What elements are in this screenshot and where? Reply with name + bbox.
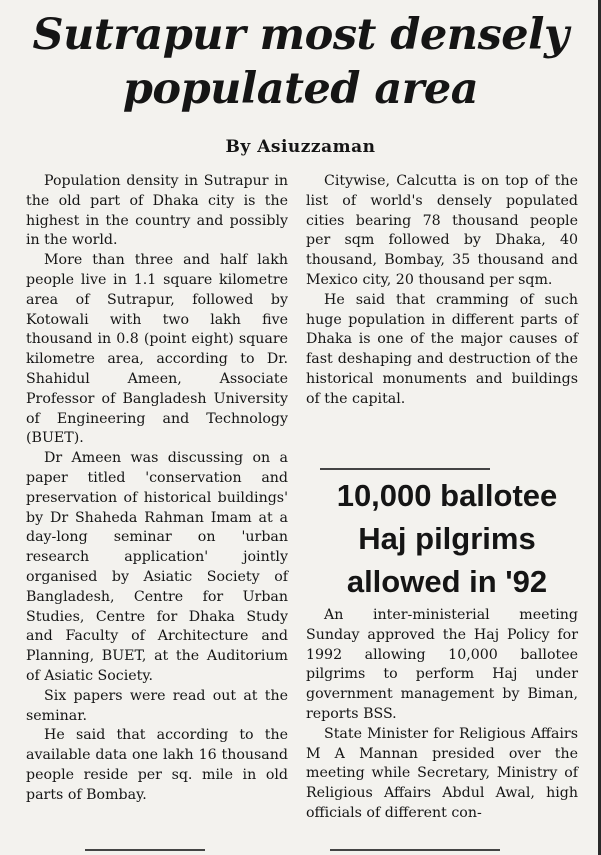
second-headline-line3: allowed in '92 <box>346 564 548 599</box>
article-divider <box>320 468 490 470</box>
main-headline-line2: populated area <box>122 64 479 114</box>
bottom-divider-right <box>330 849 500 851</box>
second-headline-line1: 10,000 ballotee <box>336 478 558 513</box>
paragraph: Population density in Sutrapur in the old part of Dhaka city is the highest in the country and possibly in the world. <box>26 173 288 249</box>
paragraph: He said that according to the available data one lakh 16 thousand people reside per sq. mile in old parts of Bombay. <box>26 727 288 803</box>
left-column <box>26 172 288 806</box>
paragraph: An inter-ministerial meeting Sunday approved the Haj Policy for 1992 allowing 10,000 ballotee pilgrims to perform Haj under government management by Biman, reports BSS. <box>306 607 578 722</box>
paragraph: Dr Ameen was discussing on a paper titled 'conservation and preservation of historical buildings' by Dr Shaheda Rahman Imam at a day-long seminar on 'urban research application' jointly organised by Asiatic Society of Bangladesh, Centre for Urban Studies, Centre for Dhaka Study and Faculty of Architecture and Planning, BUET, at the Auditorium of Asiatic Society. <box>26 450 288 684</box>
byline: By Asiuzzaman <box>225 137 376 157</box>
second-headline <box>306 474 588 603</box>
paragraph: More than three and half lakh people live in 1.1 square kilometre area of Sutrapur, followed by Kotowali with two lakh five thousand in 0.8 (point eight) square kilometre area, according to Dr. Shahidul Ameen, Associate Professor of Bangladesh University of Engineering and Technology (BUET). <box>26 252 288 447</box>
second-article-body <box>306 606 578 824</box>
paragraph: Citywise, Calcutta is on top of the list of world's densely populated cities bearing 78 thousand people per sqm followed by Dhaka, 40 thousand, Bombay, 35 thousand and Mexico city, 20 thousand per sqm. <box>306 173 578 288</box>
paragraph: Six papers were read out at the seminar. <box>26 687 288 724</box>
paragraph: He said that cramming of such huge population in different parts of Dhaka is one of the major causes of fast deshaping and destruction of the historical monuments and buildings of the capital. <box>306 291 578 407</box>
main-headline-line1: Sutrapur most densely <box>32 10 569 60</box>
main-headline <box>0 8 601 116</box>
bottom-divider-left <box>85 849 205 851</box>
right-column <box>306 172 578 410</box>
second-headline-line2: Haj pilgrims <box>358 521 536 556</box>
paragraph: State Minister for Religious Affairs M A Mannan presided over the meeting while Secretary, Ministry of Religious Affairs Abdul Awal, high officials of different con- <box>306 725 578 821</box>
